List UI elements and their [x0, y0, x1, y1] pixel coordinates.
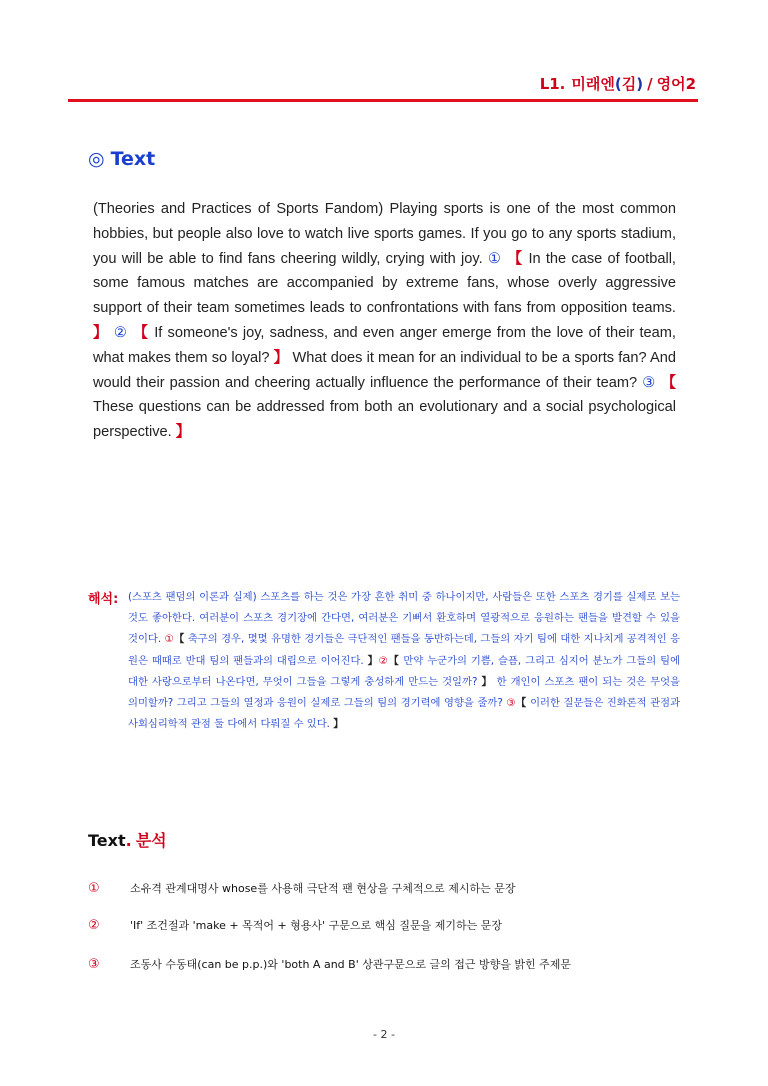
bracket-close-3: 】	[175, 424, 191, 441]
translation-bracket-close-2: 】	[481, 675, 493, 688]
translation-bracket-open-3: 【	[515, 697, 527, 710]
bracket-open-1: 【	[507, 250, 524, 267]
translation-sentence-1: 축구의 경우, 몇몇 유명한 경기들은 극단적인 팬들을 동반하는데, 그들의 자기 팀에 대한 지나치게 공격적인 응원은 때때로 반대 팀의 팬들과의 대립으로 이어진다.	[128, 633, 681, 667]
bracket-open-3: 【	[661, 374, 676, 391]
page-number: - 2 -	[373, 1028, 395, 1041]
translation-sentence-2: 만약 누군가의 기쁨, 슬픔, 그리고 심지어 분노가 그들의 팀에 대한 사랑으로부터 나온다면, 무엇이 그들을 그렇게 충성하게 만드는 것일까?	[128, 654, 681, 688]
circled-number-2: ②	[113, 324, 129, 341]
author-name: 김	[621, 75, 637, 93]
subject-number: 2	[685, 75, 696, 93]
analysis-item-2	[88, 917, 502, 933]
circled-number-3: ③	[642, 374, 657, 391]
bracket-close-2: 】	[273, 349, 289, 366]
analysis-item-1	[88, 880, 515, 896]
analysis-title-dot: .	[125, 831, 132, 850]
translation-bracket-open-2: 【	[388, 654, 400, 667]
passage-intro: (Theories and Practices of Sports Fandom) Playing sports is one of the most common hobbies, but people also love to watch live sports games. If you go to any sports stadium, you will be able to find fans cheering wildly, crying with joy.	[93, 201, 676, 267]
passage-sentence-2: If someone's joy, sadness, and even anger emerge from the love of their team, what makes them so loyal?	[93, 324, 676, 366]
page-header: L1. 미래엔(김) / 영어2	[539, 75, 696, 93]
translation-text	[128, 587, 680, 735]
analysis-number-2: ②	[88, 918, 100, 933]
analysis-text-3: 조동사 수동태(can be p.p.)와 'both A and B' 상관구문으로 글의 접근 방향을 밝힌 주제문	[130, 958, 571, 971]
passage-sentence-1: In the case of football, some famous matches are accompanied by extreme fans, whose overly aggressive support of their team sometimes leads to confrontations with fans from opposition teams.	[93, 250, 676, 317]
translation-bracket-close-3: 】	[333, 718, 344, 731]
analysis-text-2: 'If' 조건절과 'make + 목적어 + 형용사' 구문으로 핵심 질문을 제기하는 문장	[130, 919, 502, 932]
translation-number-2: ②	[378, 654, 389, 667]
passage-sentence-3: These questions can be addressed from both an evolutionary and a social psychological perspective.	[93, 399, 676, 441]
textbook-label: 미래엔(김)	[571, 75, 644, 93]
publisher-name: 미래엔	[571, 75, 615, 93]
bracket-close-1: 】	[93, 324, 109, 341]
translation-number-1: ①	[164, 633, 174, 646]
analysis-title	[88, 828, 167, 851]
circled-number-1: ①	[487, 250, 503, 267]
section-title	[88, 148, 155, 170]
analysis-title-accent: 분석	[135, 831, 167, 850]
analysis-number-3: ③	[88, 957, 100, 972]
passage-sentence-2b: What does it mean for an individual to be a sports fan? And would their passion and cheering actually influence the performance of their team?	[93, 349, 676, 391]
analysis-text-1: 소유격 관계대명사 whose를 사용해 극단적 팬 현상을 구체적으로 제시하는 문장	[130, 882, 516, 895]
translation-number-3: ③	[506, 697, 516, 710]
header-divider	[68, 99, 698, 102]
analysis-item-3	[88, 956, 571, 972]
translation-label: 해석:	[88, 592, 119, 607]
analysis-title-text: Text	[88, 831, 126, 850]
translation-bracket-open-1: 【	[173, 633, 185, 646]
section-title-label: Text	[110, 148, 156, 170]
double-circle-icon: ◎	[88, 148, 105, 170]
translation-sentence-3: 이러한 질문들은 진화론적 관점과 사회심리학적 관점 둘 다에서 다뤄질 수 있다.	[128, 697, 681, 731]
translation-intro: (스포츠 팬덤의 이론과 실제) 스포츠를 하는 것은 가장 흔한 취미 중 하나이지만, 사람들은 또한 스포츠 경기를 실제로 보는 것도 좋아한다. 여러분이 스포츠 경기장에 간다면, 여러분은 기뻐서 환호하며 열광적으로 응원하는 팬들을 발견할 수 있을 것이다.	[128, 591, 680, 646]
bracket-open-2: 【	[133, 324, 150, 341]
translation-sentence-2b: 한 개인이 스포츠 팬이 되는 것은 무엇을 의미할까? 그리고 그들의 열정과 응원이 실제로 그들의 팀의 경기력에 영향을 줄까?	[128, 675, 680, 710]
subject-name: 영어	[656, 75, 686, 93]
translation-bracket-close-1: 】	[367, 654, 379, 667]
passage-text	[93, 197, 676, 445]
subject-label	[657, 75, 696, 93]
lesson-label: L1.	[539, 75, 566, 93]
analysis-number-1: ①	[88, 881, 100, 896]
